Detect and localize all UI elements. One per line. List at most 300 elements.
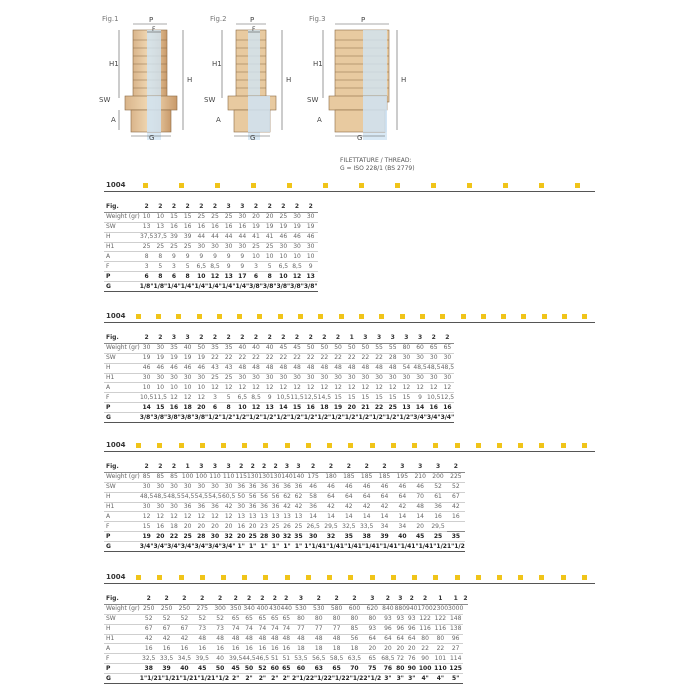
- table-cell: 300: [211, 604, 229, 614]
- table-cell: 19: [304, 222, 318, 232]
- table-cell: 22: [167, 532, 181, 542]
- table-cell: 2"1/2: [345, 674, 364, 682]
- table-cell: 46: [376, 482, 394, 492]
- table-cell: 40: [181, 343, 195, 353]
- dim-h-label: H: [401, 76, 407, 84]
- table-row: [104, 393, 454, 403]
- table-cell: 1/4": [221, 282, 236, 290]
- table-row: [104, 413, 454, 423]
- table-cell: 12,5: [440, 393, 455, 401]
- hose-fitting-diagram-fig2: [202, 10, 307, 140]
- marker-square: [136, 575, 141, 580]
- row-label: F: [104, 262, 140, 272]
- table-cell: 12: [222, 512, 236, 522]
- table-cell: 2: [140, 595, 158, 604]
- table-cell: 76: [381, 664, 394, 674]
- table-cell: 19: [167, 353, 181, 363]
- table-cell: 12: [194, 512, 208, 522]
- table-cell: 2: [277, 203, 291, 212]
- table-cell: 1/8": [153, 282, 168, 290]
- table-cell: 46: [322, 482, 340, 492]
- table-cell: 53,5: [292, 654, 310, 664]
- table-cell: 74: [282, 625, 291, 633]
- table-cell: 25: [181, 532, 195, 542]
- table-cell: 2: [304, 203, 318, 212]
- table-cell: 110: [434, 664, 447, 672]
- table-cell: 22: [345, 353, 359, 363]
- table-cell: 2: [263, 203, 277, 212]
- table-cell: 67: [447, 492, 465, 502]
- table-cell: 30: [140, 502, 154, 512]
- table-cell: 30: [153, 502, 167, 512]
- table-cell: 16: [175, 644, 193, 654]
- dim-a-label: A: [317, 116, 322, 124]
- table-cell: 2: [340, 463, 358, 472]
- marker-square: [539, 183, 544, 188]
- table-row: [104, 624, 468, 634]
- table-cell: 48: [345, 363, 359, 373]
- table-cell: 2: [441, 334, 455, 343]
- table-cell: 13: [222, 272, 236, 282]
- table-cell: 22: [222, 353, 236, 363]
- table-cell: 16: [181, 222, 195, 232]
- table-cell: 10: [277, 252, 291, 262]
- table-cell: 3/4": [180, 542, 195, 550]
- dim-sw-label: SW: [99, 96, 111, 104]
- table-cell: 65: [282, 615, 291, 623]
- table-cell: 1700: [417, 605, 433, 613]
- table-cell: 54,5: [208, 493, 222, 501]
- table-cell: 1/2": [385, 413, 400, 421]
- row-label: H1: [104, 242, 140, 252]
- table-cell: 19: [290, 222, 304, 232]
- table-cell: 3: [429, 463, 447, 472]
- table-cell: 12: [345, 383, 359, 393]
- table-cell: 19: [140, 353, 154, 363]
- marker-square: [467, 183, 472, 188]
- table-row: [104, 595, 468, 604]
- table-cell: 54,5: [180, 493, 195, 501]
- marker-square: [157, 575, 162, 580]
- table-cell: 116: [434, 625, 447, 633]
- table-cell: 32,5: [340, 522, 358, 532]
- dim-h-label: H: [286, 76, 292, 84]
- table-cell: 96: [448, 634, 463, 644]
- table-cell: 29,5: [429, 522, 447, 532]
- table-cell: 2": [269, 674, 280, 684]
- table-cell: 2: [167, 463, 181, 472]
- table-cell: 2"1/2: [327, 674, 346, 682]
- table-cell: 130: [269, 473, 282, 481]
- table-cell: 30: [386, 373, 400, 383]
- table-cell: 39: [158, 664, 176, 674]
- marker-square: [391, 443, 396, 448]
- table-cell: 2: [235, 334, 249, 343]
- table-cell: 1": [235, 542, 246, 552]
- table-cell: 3: [281, 463, 292, 472]
- marker-square: [391, 575, 396, 580]
- table-cell: 4": [417, 674, 432, 684]
- table-cell: 25: [429, 532, 447, 542]
- table-cell: 93: [381, 614, 394, 624]
- table-cell: 48: [328, 634, 346, 644]
- marker-square: [263, 443, 268, 448]
- table-cell: 122: [419, 615, 431, 623]
- table-cell: 44: [194, 232, 208, 242]
- table-cell: 9: [235, 252, 249, 262]
- table-cell: 20: [381, 644, 394, 654]
- table-row: [104, 492, 465, 502]
- table-cell: 2"1/2: [309, 674, 328, 682]
- marker-square: [481, 314, 486, 319]
- table-cell: 10,5: [427, 393, 441, 401]
- table-cell: 3/8": [194, 413, 209, 421]
- table-cell: 16: [242, 644, 255, 654]
- table-cell: 6: [208, 403, 222, 413]
- table-cell: 2: [427, 334, 441, 343]
- table-cell: 51: [270, 654, 279, 662]
- table-cell: 64: [358, 492, 376, 502]
- table-cell: 2300: [432, 605, 449, 613]
- spec-block-header: [104, 441, 595, 452]
- table-cell: 1: [433, 595, 448, 604]
- table-cell: 5: [181, 262, 195, 272]
- table-cell: 9: [181, 252, 195, 262]
- table-cell: 30: [304, 212, 318, 222]
- table-cell: 50: [359, 343, 373, 353]
- table-cell: 80: [310, 614, 328, 624]
- table-cell: 16: [208, 222, 222, 232]
- table-cell: 1"1/4: [322, 542, 340, 550]
- table-cell: 46: [140, 363, 154, 373]
- row-label: Fig.: [104, 595, 140, 604]
- figure-label: Fig.3: [309, 15, 326, 23]
- table-cell: 10: [235, 403, 249, 413]
- table-cell: 3/4": [167, 542, 181, 550]
- table-cell: 130: [258, 473, 270, 481]
- table-cell: 138: [449, 625, 462, 633]
- table-cell: 5": [448, 674, 463, 684]
- marker-square: [501, 314, 506, 319]
- table-cell: 65: [242, 614, 255, 624]
- row-label: G: [104, 674, 140, 684]
- table-cell: 20: [248, 522, 257, 530]
- table-cell: 1: [448, 595, 463, 604]
- table-cell: 65: [328, 664, 346, 674]
- table-cell: 1"1/2: [175, 674, 194, 682]
- marker-square: [306, 575, 311, 580]
- table-cell: 3: [292, 595, 310, 604]
- table-cell: 1/2": [331, 413, 345, 421]
- table-cell: 48,5: [153, 493, 167, 501]
- marker-square: [285, 575, 290, 580]
- marker-square: [461, 314, 466, 319]
- table-cell: 20: [153, 532, 167, 542]
- table-cell: 52: [193, 614, 211, 624]
- table-cell: 14: [322, 512, 340, 522]
- table-cell: 15: [331, 393, 345, 403]
- table-cell: 36: [271, 483, 280, 491]
- table-cell: 2: [281, 595, 292, 604]
- marker-square: [306, 443, 311, 448]
- table-cell: 12: [235, 383, 249, 393]
- table-row: [104, 512, 465, 522]
- table-cell: 52: [429, 482, 447, 492]
- table-cell: 1"1/4: [304, 542, 323, 550]
- table-cell: 12: [359, 383, 373, 393]
- table-cell: 15: [181, 212, 195, 222]
- table-cell: 60,5: [221, 493, 236, 501]
- marker-square: [521, 314, 526, 319]
- table-cell: 3/8": [303, 282, 318, 290]
- table-cell: 93: [407, 615, 416, 623]
- table-cell: 48: [386, 363, 400, 373]
- table-cell: 30: [140, 373, 154, 383]
- marker-square: [503, 183, 508, 188]
- table-cell: 2: [381, 595, 394, 604]
- table-cell: 25: [167, 242, 181, 252]
- table-cell: 20: [222, 522, 236, 532]
- table-cell: 1/4": [194, 282, 209, 290]
- table-cell: 10: [153, 383, 167, 393]
- table-cell: 3: [222, 203, 236, 212]
- table-cell: 22: [277, 353, 291, 363]
- table-cell: 37,5: [139, 233, 154, 241]
- table-cell: 19: [153, 353, 167, 363]
- table-cell: 3": [406, 674, 417, 684]
- table-cell: 3": [395, 674, 406, 684]
- table-cell: 74: [256, 624, 269, 634]
- table-cell: 40: [211, 654, 229, 664]
- table-cell: 75: [363, 664, 381, 674]
- table-cell: 34: [393, 522, 411, 532]
- table-cell: 48: [359, 363, 373, 373]
- table-cell: 1"1/2: [193, 674, 212, 682]
- row-label: P: [104, 532, 140, 542]
- marker-square: [157, 443, 162, 448]
- table-cell: 13: [304, 272, 318, 282]
- table-cell: 2: [376, 463, 394, 472]
- table-cell: 11,5: [290, 393, 304, 401]
- table-cell: 16: [270, 644, 279, 652]
- table-cell: 26,5: [304, 522, 322, 532]
- table-cell: 50: [237, 493, 246, 501]
- table-cell: 3: [363, 595, 381, 604]
- row-label: Fig.: [104, 203, 140, 212]
- marker-square: [221, 575, 226, 580]
- table-cell: 55: [372, 343, 386, 353]
- table-cell: 48: [310, 634, 328, 644]
- table-cell: 16: [282, 644, 291, 652]
- table-cell: 14: [411, 512, 429, 522]
- table-row: [104, 363, 454, 373]
- marker-square: [379, 314, 384, 319]
- marker-square: [179, 443, 184, 448]
- dim-f-label: F: [152, 26, 156, 33]
- table-cell: 22: [417, 644, 432, 654]
- row-label: A: [104, 644, 140, 654]
- dim-a-label: A: [111, 116, 116, 124]
- table-cell: 12: [263, 383, 277, 393]
- table-cell: 54: [400, 363, 414, 373]
- table-cell: 46: [194, 363, 208, 373]
- table-cell: 25: [248, 532, 257, 540]
- table-cell: 3/4": [153, 542, 168, 550]
- table-cell: 65: [363, 654, 381, 664]
- row-label: F: [104, 522, 140, 532]
- table-cell: 48: [235, 363, 249, 373]
- table-cell: 90: [407, 664, 416, 672]
- table-cell: 46: [181, 363, 195, 373]
- table-cell: 30: [235, 373, 249, 383]
- table-cell: 56,5: [310, 654, 328, 664]
- table-cell: 3: [386, 334, 400, 343]
- table-cell: 2: [222, 334, 236, 343]
- table-cell: 74: [270, 625, 279, 633]
- table-cell: 37,5: [153, 233, 167, 241]
- table-cell: 12: [372, 383, 386, 393]
- table-cell: 32: [282, 532, 292, 540]
- row-label: H: [104, 492, 140, 502]
- table-cell: 6,5: [235, 393, 249, 403]
- table-cell: 30: [208, 242, 222, 252]
- marker-square: [237, 314, 242, 319]
- table-cell: 3000: [448, 605, 464, 613]
- table-cell: 41: [249, 232, 263, 242]
- table-cell: 25: [386, 403, 400, 413]
- marker-square: [575, 183, 580, 188]
- table-cell: 67: [140, 624, 158, 634]
- table-cell: 65: [427, 343, 441, 353]
- marker-square: [179, 575, 184, 580]
- table-cell: 2: [358, 463, 376, 472]
- table-cell: 65: [270, 615, 279, 623]
- table-cell: 530: [310, 604, 328, 614]
- table-row: [104, 334, 454, 343]
- table-cell: 16: [237, 522, 246, 530]
- table-cell: 2: [235, 463, 246, 472]
- table-row: [104, 222, 318, 232]
- table-cell: 10: [153, 212, 167, 222]
- spec-table: [104, 203, 318, 292]
- table-cell: 12: [167, 393, 181, 403]
- table-cell: 30: [345, 373, 359, 383]
- table-cell: 225: [447, 472, 465, 482]
- table-cell: 10,5: [276, 393, 291, 401]
- table-cell: 1"1/2: [211, 674, 229, 682]
- table-cell: 5: [153, 262, 167, 272]
- marker-square: [582, 443, 587, 448]
- table-cell: 16: [429, 512, 447, 522]
- table-cell: 25: [181, 242, 195, 252]
- table-cell: 18: [328, 644, 346, 654]
- table-cell: 30: [140, 482, 154, 492]
- table-cell: 15: [167, 212, 181, 222]
- table-cell: 3/4": [194, 542, 209, 550]
- table-cell: 64: [363, 634, 381, 644]
- row-label: A: [104, 383, 140, 393]
- marker-square: [539, 575, 544, 580]
- dim-h1-label: H1: [212, 60, 222, 68]
- table-cell: 3: [235, 203, 249, 212]
- table-cell: 48: [282, 635, 291, 642]
- marker-square: [143, 183, 148, 188]
- table-cell: 3/8": [290, 282, 304, 290]
- table-cell: 3/8": [249, 282, 263, 290]
- table-cell: 8: [181, 272, 195, 282]
- table-cell: 3/4": [221, 542, 236, 550]
- table-cell: 101: [434, 654, 447, 662]
- table-row: [104, 502, 465, 512]
- table-cell: 1"1/4: [375, 542, 394, 550]
- row-label: P: [104, 664, 140, 674]
- table-cell: 33,5: [158, 654, 176, 664]
- table-cell: 19: [181, 353, 195, 363]
- table-cell: 20: [237, 532, 246, 540]
- table-cell: 30: [235, 242, 249, 252]
- table-cell: 12: [441, 383, 455, 393]
- table-cell: 1": [270, 542, 281, 552]
- table-cell: 19: [140, 532, 154, 542]
- table-cell: 2: [290, 203, 304, 212]
- table-cell: 19: [277, 222, 291, 232]
- marker-square: [433, 575, 438, 580]
- table-cell: 4": [433, 674, 448, 684]
- table-row: [104, 373, 454, 383]
- table-cell: 12: [208, 272, 222, 282]
- table-cell: 56: [271, 493, 280, 501]
- table-cell: 16: [222, 222, 236, 232]
- table-cell: 840: [382, 605, 394, 613]
- table-cell: 35: [208, 343, 222, 353]
- table-cell: 1"1/4: [339, 542, 358, 550]
- table-cell: 14: [393, 512, 411, 522]
- table-row: [104, 252, 318, 262]
- row-label: P: [104, 272, 140, 282]
- table-cell: 90: [417, 654, 432, 664]
- thread-note: [340, 157, 415, 173]
- table-cell: 36: [194, 502, 208, 512]
- table-cell: 65: [256, 614, 269, 624]
- table-cell: 1/4": [235, 282, 250, 290]
- table-cell: 8: [153, 272, 167, 282]
- table-cell: 52: [256, 664, 269, 674]
- table-cell: 22: [372, 403, 386, 413]
- table-cell: 22: [359, 353, 373, 363]
- article-code: 1004: [106, 441, 126, 449]
- table-cell: 30: [181, 373, 195, 383]
- table-cell: 54,5: [194, 493, 208, 501]
- row-label: P: [104, 403, 140, 413]
- table-row: [104, 272, 318, 282]
- table-cell: 30: [222, 242, 236, 252]
- table-cell: 5: [222, 393, 236, 403]
- table-cell: 440: [280, 605, 292, 613]
- table-cell: 1": [247, 542, 258, 552]
- table-cell: 2: [167, 203, 181, 212]
- table-cell: 65: [282, 664, 291, 672]
- table-cell: 140: [292, 473, 305, 481]
- table-cell: 2: [153, 334, 167, 343]
- table-cell: 9: [167, 252, 181, 262]
- table-cell: 8,5: [249, 393, 263, 403]
- table-cell: 13: [294, 512, 303, 520]
- table-cell: 8: [140, 252, 154, 262]
- table-cell: 36: [283, 483, 291, 491]
- table-cell: 16: [194, 222, 208, 232]
- table-cell: 12,5: [304, 393, 318, 401]
- table-cell: 13: [153, 222, 167, 232]
